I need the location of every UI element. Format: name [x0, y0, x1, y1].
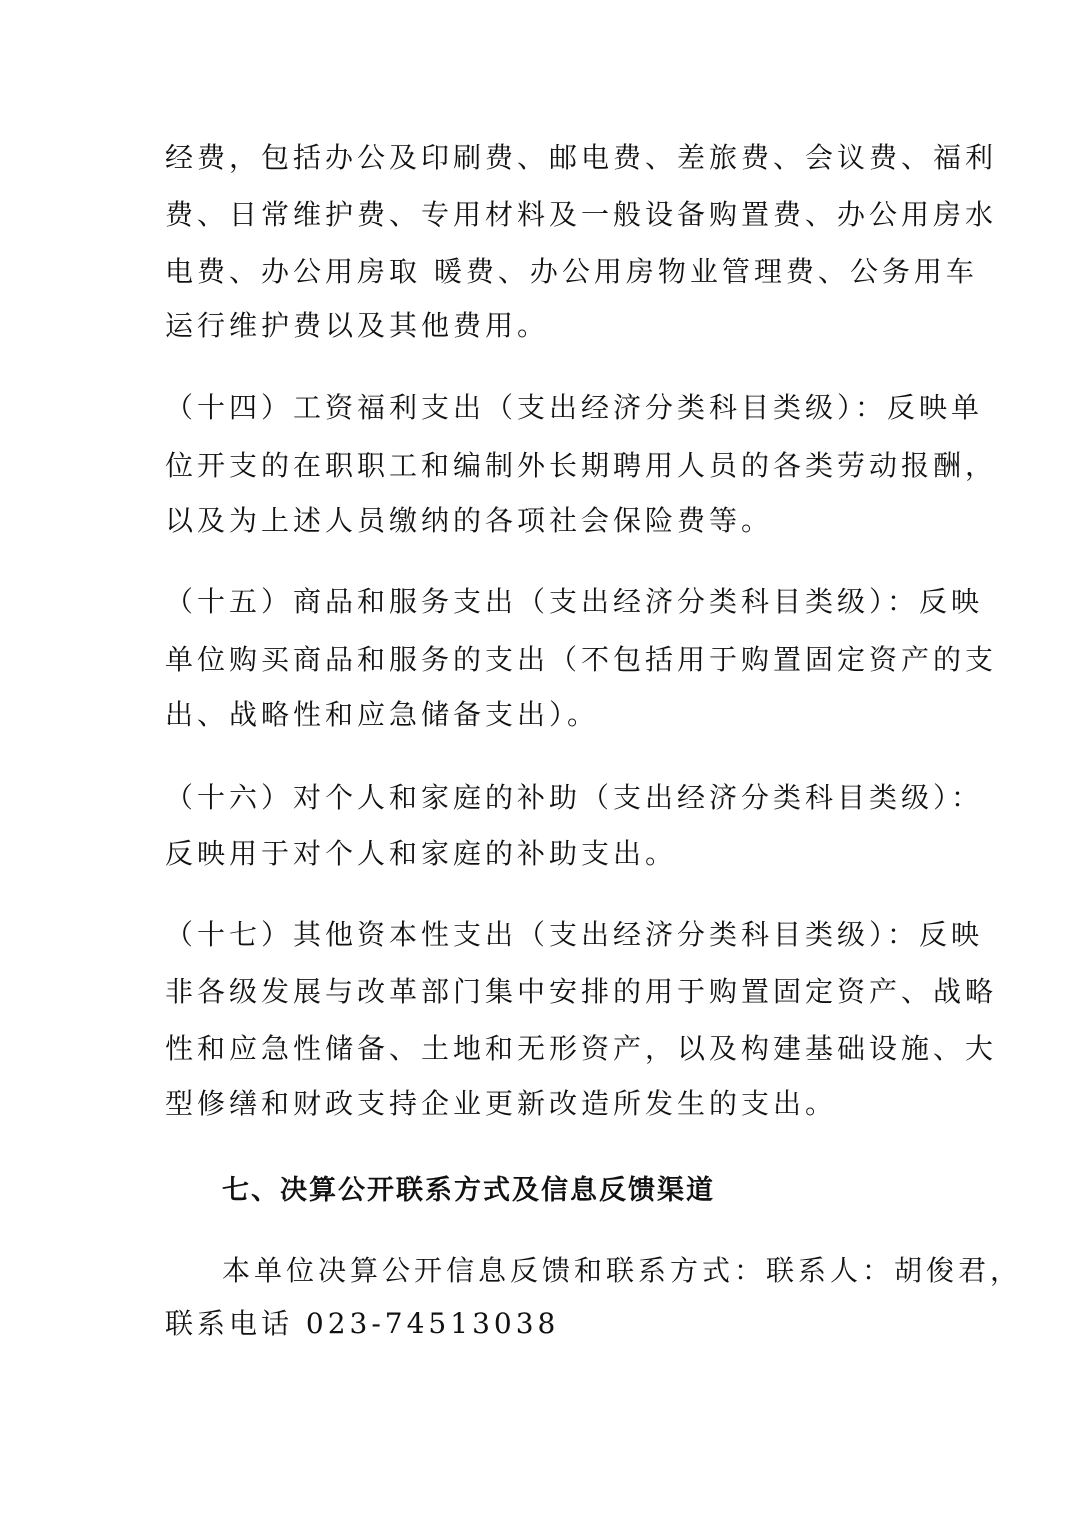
paragraph-1-line-1: 经费，包括办公及印刷费、邮电费、差旅费、会议费、福利 [165, 141, 998, 174]
paragraph-14-line-1: （十四）工资福利支出（支出经济分类科目类级）：反映单 [165, 391, 984, 424]
paragraph-15-line-2: 单位购买商品和服务的支出（不包括用于购置固定资产的支 [165, 643, 998, 676]
paragraph-16-line-2: 反映用于对个人和家庭的补助支出。 [165, 837, 678, 870]
contact-line-2: 联系电话 023-74513038 [165, 1307, 560, 1340]
paragraph-14-line-3: 以及为上述人员缴纳的各项社会保险费等。 [165, 504, 774, 537]
section-heading: 七、决算公开联系方式及信息反馈渠道 [222, 1175, 715, 1206]
paragraph-1-line-2: 费、日常维护费、专用材料及一般设备购置费、办公用房水 [165, 198, 998, 231]
paragraph-1-line-4: 运行维护费以及其他费用。 [165, 309, 550, 342]
paragraph-14-line-2: 位开支的在职职工和编制外长期聘用人员的各类劳动报酬， [165, 449, 998, 482]
paragraph-17-line-2: 非各级发展与改革部门集中安排的用于购置固定资产、战略 [165, 975, 998, 1008]
contact-line-1: 本单位决算公开信息反馈和联系方式：联系人：胡俊君， [222, 1254, 1023, 1287]
paragraph-17-line-1: （十七）其他资本性支出（支出经济分类科目类级）：反映 [165, 918, 984, 951]
paragraph-1-line-3: 电费、办公用房取 暖费、办公用房物业管理费、公务用车 [165, 255, 978, 288]
paragraph-15-line-1: （十五）商品和服务支出（支出经济分类科目类级）：反映 [165, 585, 984, 618]
paragraph-15-line-3: 出、战略性和应急储备支出）。 [165, 698, 600, 731]
paragraph-17-line-4: 型修缮和财政支持企业更新改造所发生的支出。 [165, 1087, 838, 1120]
paragraph-16-line-1: （十六）对个人和家庭的补助（支出经济分类科目类级）： [165, 781, 984, 814]
paragraph-17-line-3: 性和应急性储备、土地和无形资产，以及构建基础设施、大 [165, 1032, 998, 1065]
